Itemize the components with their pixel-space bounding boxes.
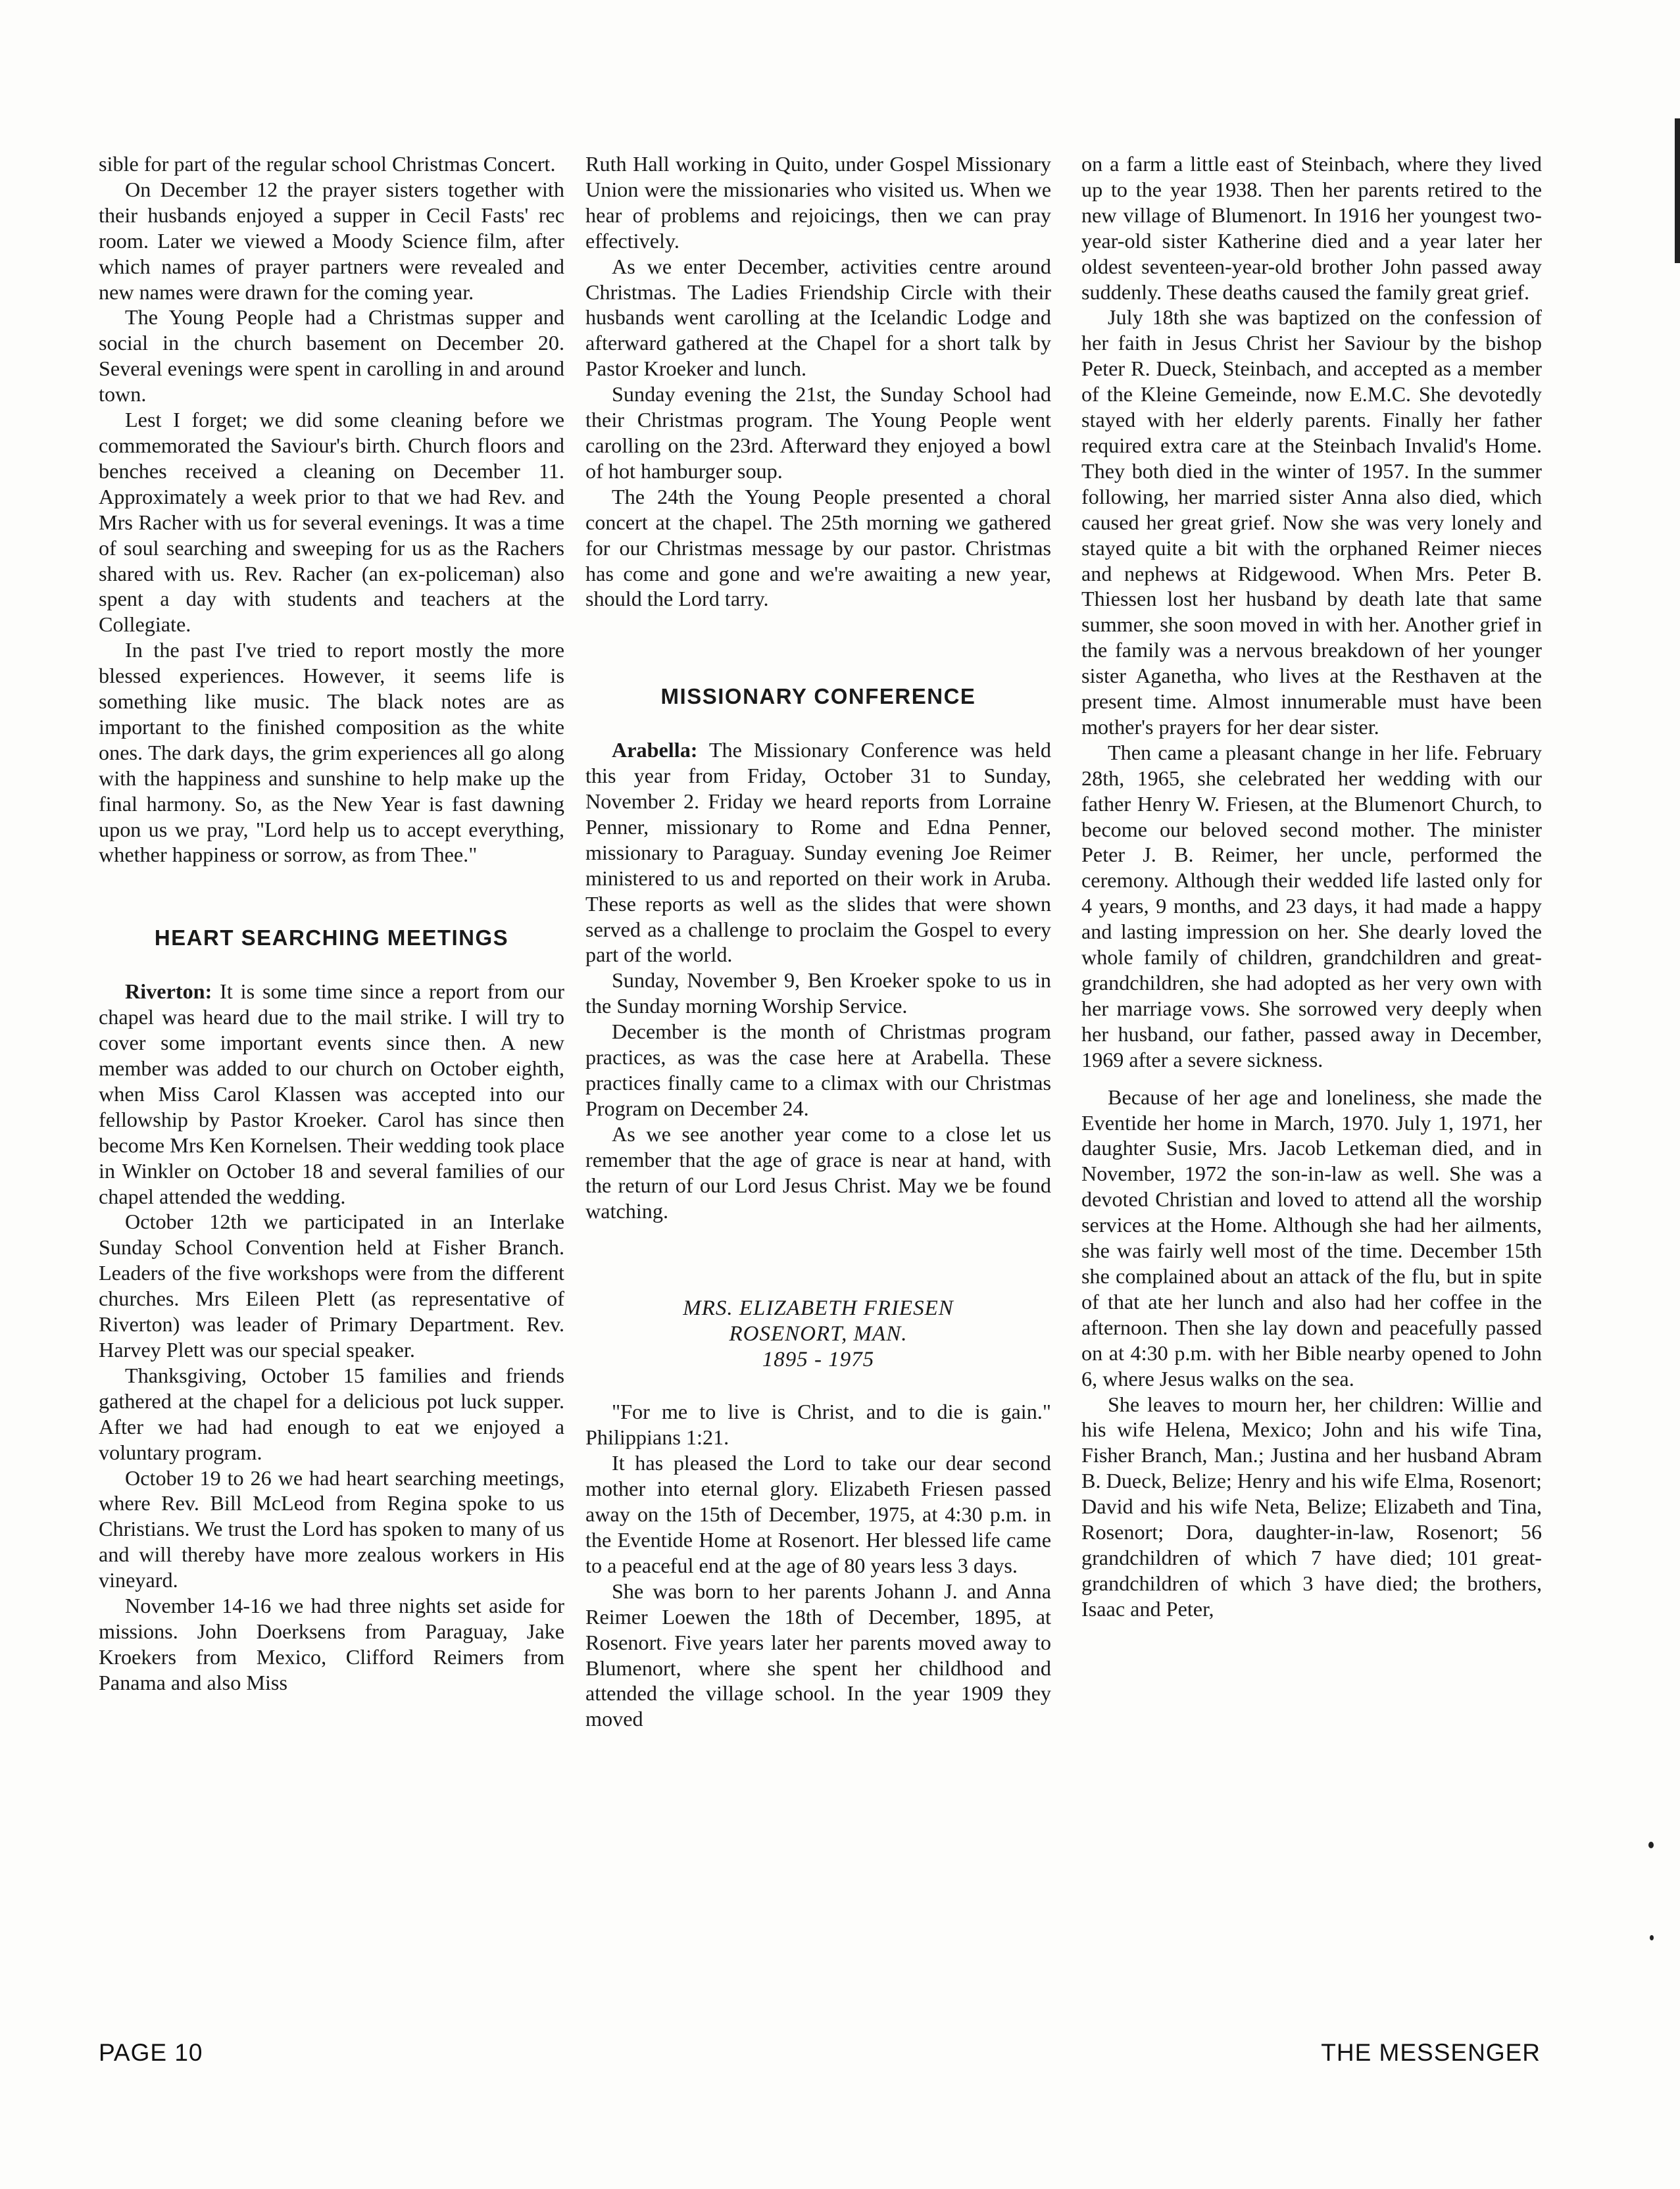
scan-speck	[1648, 1842, 1654, 1848]
paragraph: Thanksgiving, October 15 families and friends gathered at the chapel for a delicious pot luck supper. After we had had enough to eat we enjoyed a voluntary program.	[99, 1363, 564, 1464]
paragraph: It has pleased the Lord to take our dear second mother into eternal glory. Elizabeth Friesen passed away on the 15th of December, 1975, at 4:30 p.m. in the Eventide Home at Rosenort. Her blessed life came to a peaceful end at the age of 80 years less 3 days.	[585, 1451, 1051, 1577]
obituary-name: MRS. ELIZABETH FRIESEN	[683, 1296, 954, 1321]
paragraph	[585, 737, 1051, 968]
paragraph: She leaves to mourn her, her children: Willie and his wife Helena, Mexico; John and his wife Tina, Fisher Branch, Man.; Justina and her husband Abram B. Dueck, Belize; Henry and his wife Elma, Rosenort; David and his wife Neta, Belize; Elizabeth and Tina, Rosenort; Dora, daughter-in-law, Rosenort; 56 grandchildren of which 7 have died; 101 great-grandchildren of which 3 have died; the brothers, Isaac and Peter,	[1081, 1392, 1542, 1621]
paragraph: The Young People had a Christmas supper and social in the church basement on December 20. Several evenings were spent in carolling in and around town.	[99, 305, 564, 406]
obituary-years: 1895 - 1975	[762, 1348, 875, 1372]
paragraph: July 18th she was baptized on the confession of her faith in Jesus Christ her Saviour by the bishop Peter R. Dueck, Steinbach, and accepted as a member of the Kleine Gemeinde, now E.M.C. She devotedly stayed with her elderly parents. Finally her father required extra care at the Steinbach Invalid's Home. They both died in the winter of 1957. In the summer following, her married sister Anna also died, which caused her great grief. Now she was very lonely and stayed quite a bit with the orphaned Reimer nieces and nephews at Ridgewood. When Mrs. Peter B. Thiessen lost her husband by death late that same summer, she soon moved in with her. Another grief in the family was a nervous breakdown of her younger sister Aganetha, who lives at the Resthaven at the present time. Almost innumerable must have been mother's prayers for her dear sister.	[1081, 305, 1542, 739]
paragraph: She was born to her parents Johann J. and Anna Reimer Loewen the 18th of December, 1895, at Rosenort. Five years later her parents moved away to Blumenort, where she spent her childhood and attended the village school. In the year 1909 they moved	[585, 1579, 1051, 1731]
paragraph: As we see another year come to a close let us remember that the age of grace is near at hand, with the return of our Lord Jesus Christ. May we be found watching.	[585, 1121, 1051, 1223]
scan-edge-mark	[1675, 118, 1680, 263]
paragraph: October 19 to 26 we had heart searching meetings, where Rev. Bill McLeod from Regina spoke to us Christians. We trust the Lord has spoken to many of us and will thereby have more zealous workers in His vineyard.	[99, 1465, 564, 1592]
paragraph: on a farm a little east of Steinbach, where they lived up to the year 1938. Then her parents retired to the new village of Blumenort. In 1916 her youngest two-year-old sister Katherine died and a year later her oldest seventeen-year-old brother John passed away suddenly. These deaths caused the family great grief.	[1081, 152, 1542, 304]
paragraph: December is the month of Christmas program practices, as was the case here at Arabella. These practices finally came to a climax with our Christmas Program on December 24.	[585, 1020, 1051, 1120]
obituary-heading	[585, 1296, 1051, 1373]
paragraph: October 12th we participated in an Interlake Sunday School Convention held at Fisher Branch. Leaders of the five workshops were from the different churches. Mrs Eileen Plett (as representative of Riverton) was leader of Primary Department. Rev. Harvey Plett was our special speaker.	[99, 1210, 564, 1362]
place-name: Riverton:	[125, 979, 212, 1004]
paragraph: As we enter December, activities centre around Christmas. The Ladies Friendship Circle with their husbands went carolling at the Icelandic Lodge and afterward gathered at the Chapel for a short talk by Pastor Kroeker and lunch.	[585, 254, 1051, 381]
paragraph: The 24th the Young People presented a choral concert at the chapel. The 25th morning we gathered for our Christmas message by our pastor. Christmas has come and gone and we're awaiting a new year, should the Lord tarry.	[585, 484, 1051, 611]
paragraph: sible for part of the regular school Christmas Concert.	[99, 152, 556, 176]
paragraph-text: It is some time since a report from our chapel was heard due to the mail strike. I will try to cover some important events since then. A new member was added to our church on October eighth, when Miss Carol Klassen was accepted into our fellowship by Pastor Kroeker. Carol has since then become Mrs Ken Kornelsen. Their wedding took place in Winkler on October 18 and several families of our chapel attended the wedding.	[99, 979, 564, 1208]
column-1	[99, 151, 564, 2029]
paragraph: Sunday evening the 21st, the Sunday School had their Christmas program. The Young People went carolling on the 23rd. Afterward they enjoyed a bowl of hot hamburger soup.	[585, 382, 1051, 483]
section-heading-missionary-conference: MISSIONARY CONFERENCE	[660, 684, 976, 709]
paragraph: On December 12 the prayer sisters together with their husbands enjoyed a supper in Cecil Fasts' rec room. Later we viewed a Moody Science film, after which names of prayer partners were revealed and new names were drawn for the coming year.	[99, 177, 564, 304]
obituary-place: ROSENORT, MAN.	[729, 1322, 908, 1346]
paragraph: Ruth Hall working in Quito, under Gospel Missionary Union were the missionaries who visited us. When we hear of problems and rejoicings, then we can pray effectively.	[585, 152, 1051, 253]
paragraph: November 14-16 we had three nights set aside for missions. John Doerksens from Paraguay, Jake Kroekers from Mexico, Clifford Reimers from Panama and also Miss	[99, 1594, 564, 1694]
paragraph: In the past I've tried to report mostly the more blessed experiences. However, it seems life is something like music. The black notes are as important to the finished composition as the white ones. The dark days, the grim experiences all go along with the happiness and sunshine to help make up the final harmony. So, as the New Year is fast dawning upon us we pray, "Lord help us to accept everything, whether happiness or sorrow, as from Thee."	[99, 638, 564, 867]
paragraph: Because of her age and loneliness, she made the Eventide her home in March, 1970. July 1, 1971, her daughter Susie, Mrs. Jacob Letkeman died, and in November, 1972 the son-in-law as well. She was a devoted Christian and loved to attend all the worship services at the Home. Although she had her ailments, she was fairly well most of the time. December 15th she complained about an attack of the flu, but in spite of that ate her lunch and also had her coffee in the afternoon. Then she lay down and peacefully passed on at 4:30 p.m. with her Bible nearby opened to John 6, where Jesus walks on the sea.	[1081, 1085, 1542, 1390]
column-2	[585, 151, 1051, 2029]
page-number: PAGE 10	[99, 2039, 203, 2066]
paragraph-text: The Missionary Conference was held this year from Friday, October 31 to Sunday, November 2. Friday we heard reports from Lorraine Penner, missionary to Rome and Edna Penner, missionary to Paraguay. Sunday evening Joe Reimer ministered to us and reported on their work in Aruba. These reports as well as the slides that were shown served as a challenge to proclaim the Gospel to every part of the world.	[585, 738, 1051, 967]
paragraph: "For me to live is Christ, and to die is gain." Philippians 1:21.	[585, 1400, 1051, 1450]
section-heading-heart-searching: HEART SEARCHING MEETINGS	[154, 925, 509, 950]
place-name: Arabella:	[612, 738, 698, 762]
paragraph: Then came a pleasant change in her life. February 28th, 1965, she celebrated her wedding with our father Henry W. Friesen, at the Blumenort Church, to become our beloved second mother. The minister Peter J. B. Reimer, her uncle, performed the ceremony. Although their wedded life lasted only for 4 years, 9 months, and 23 days, it had made a happy and lasting impression on her. She dearly loved the whole family of children, grandchildren and great-grandchildren, she had adopted as her very own with her marriage vows. She sorrowed very deeply when her husband, our father, passed away in December, 1969 after a severe sickness.	[1081, 740, 1542, 1071]
scan-speck	[1650, 1935, 1654, 1940]
paragraph: Sunday, November 9, Ben Kroeker spoke to us in the Sunday morning Worship Service.	[585, 968, 1051, 1018]
paragraph	[99, 979, 564, 1209]
column-3	[1081, 151, 1542, 2029]
paragraph: Lest I forget; we did some cleaning before we commemorated the Saviour's birth. Church floors and benches received a cleaning on December 11. Approximately a week prior to that we had Rev. and Mrs Racher with us for several evenings. It was a time of soul searching and sweeping for us as the Rachers shared with us. Rev. Racher (an ex-policeman) also spent a day with students and teachers at the Collegiate.	[99, 408, 564, 637]
publication-name: THE MESSENGER	[1321, 2039, 1541, 2066]
